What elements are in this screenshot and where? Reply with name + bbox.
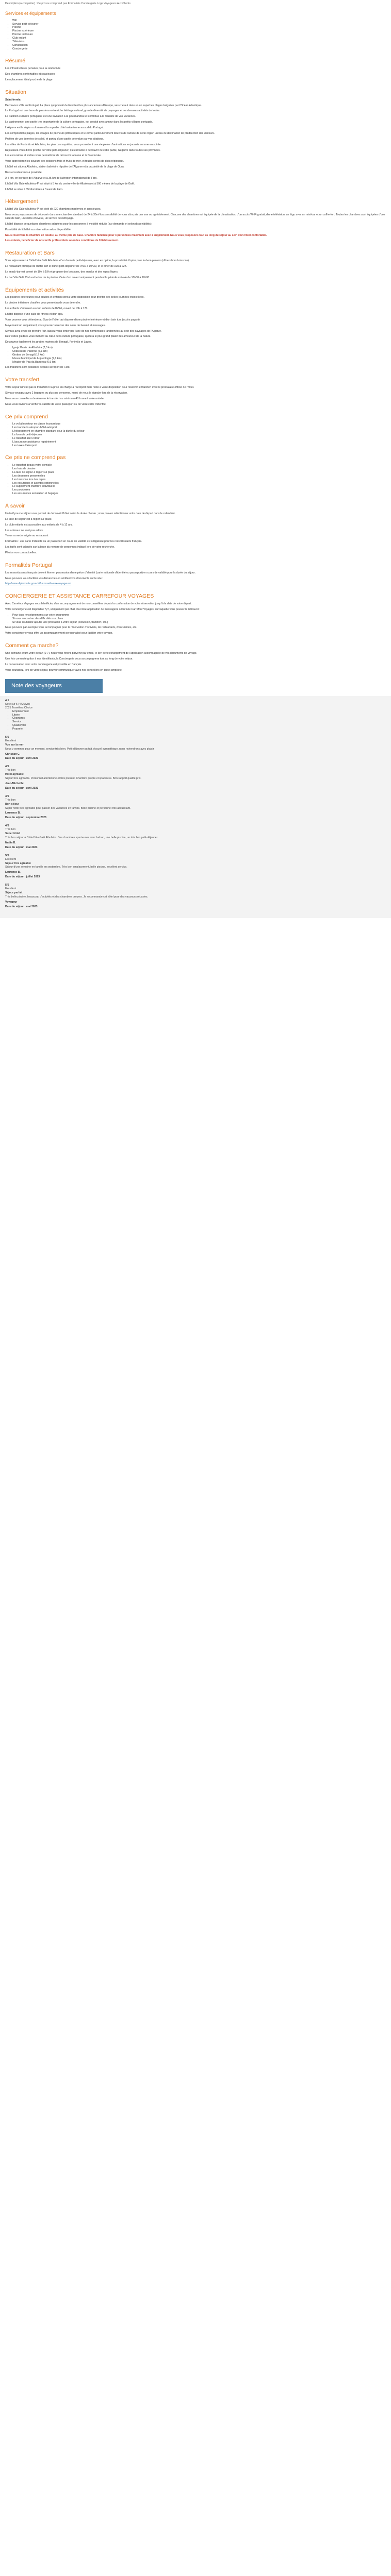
review-label: Excellent (5, 857, 17, 861)
paragraph: Nous vous conseillons de réserver le transfert au minimum 48 h avant votre arrivée. (5, 397, 105, 400)
list-item: • Les transferts aéroport-hôtel-aéroport (12, 426, 386, 430)
list-item: • Grottes de Benagil (12 km) (12, 353, 386, 357)
paragraph: Moyennant un supplément, vous pourrez réserver des soins de beauté et massages. (5, 324, 106, 327)
diplomatie-link[interactable]: http://www.diplomatie.gouv.fr/fr/conseils-aux-voyageurs/ (5, 582, 71, 586)
paragraph: Les excursions et sorties vous permettront de découvrir la faune et la flore locale. (5, 154, 102, 158)
equipements-title: Équipements et activités (5, 286, 64, 293)
review-author: Voyageur (5, 900, 18, 904)
review-body: Séjour d'une semaine en famille en septembre. Très bon emplacement, belle piscine, excellent service. (5, 866, 127, 869)
prix-comprend-list (5, 422, 386, 447)
services-title: Services et équipements (5, 10, 56, 16)
review-body: Super hôtel très agréable pour passer des vacances en famille. Belle piscine et personnel très accueillant. (5, 806, 131, 810)
list-item: • Les boissons lors des repas (12, 478, 386, 482)
list-item: • Piscine intérieure (12, 33, 386, 37)
paragraph: L'hôtel est situé à Albufeira, station balnéaire réputée de l'Algarve et à proximité de la plage de Oura. (5, 165, 125, 169)
review-label: Très bon (5, 769, 16, 772)
list-item: • Télévision (12, 40, 386, 44)
resume-line: Les infrastructures pensées pour la randonnée (5, 67, 61, 71)
paragraph: La piscine intérieure chauffée vous permettra de vous détendre. (5, 301, 81, 305)
list-item: • Les excursions et activités optionnelles (12, 482, 386, 485)
paragraph: Vous apprécierez les saveurs des poissons frais et fruits de mer, et toutes sortes de plats régionaux. (5, 160, 124, 163)
overall-label: Note sur 5 (442 Avis) (5, 703, 30, 706)
list-item: • Le transfert depuis votre domicile (12, 464, 386, 467)
paragraph: Vous pourrez vous détendre au Spa de l'hôtel qui dispose d'une piscine intérieure et d'un bain turc (accès payant). (5, 318, 141, 321)
paragraph: L'hôtel Vila Galé Albufeira 4* est situé à 5 km du centre-ville de Albufeira et à 500 mètres de la plage de Galé. (5, 182, 135, 185)
paragraph: Le restaurant principal de l'hôtel sert le buffet petit-déjeuner de 7h30 à 10h30, et le dîner de 19h à 22h. (5, 264, 127, 268)
review-item (5, 795, 386, 820)
prix-ne-comprend-list (5, 464, 386, 496)
paragraph: Des visites guidées vous mènent au cœur de la culture portugaise, qui fera le plus grand plaisir des amoureux de la nature. (5, 335, 151, 338)
a-savoir-title: À savoir (5, 503, 25, 510)
paragraph: Nous pouvons vous faciliter vos démarches en vérifiant vos documents sur le site : (5, 577, 103, 580)
list-item: • Piscine (12, 26, 386, 29)
paragraph: Le snack-bar est ouvert de 10h à 19h et propose des boissons, des snacks et des repas légers. (5, 270, 119, 274)
review-date: Date du séjour : avril 2023 (5, 786, 39, 790)
restauration-title: Restauration et Bars (5, 250, 55, 257)
review-date: Date du séjour : septembre 2023 (5, 816, 46, 820)
review-title: Bon séjour (5, 802, 20, 806)
overall-rating (5, 699, 386, 731)
conciergerie-title: CONCIERGERIE ET ASSISTANCE CARREFOUR VOYAGES (5, 593, 154, 600)
list-item: • Les assurances annulation et bagages (12, 492, 386, 496)
review-score: 4/5 (5, 765, 9, 769)
list-item: • Les pourboires (12, 488, 386, 492)
paragraph: Votre séjour n'inclut pas le transfert ni la prise en charge à l'aéroport mais reste à votre disposition pour réserver le transfert avec le prestataire officiel de l'hôtel. (5, 386, 194, 389)
paragraph: Réjouissez-vous d'être proche de votre petit-déjeuner, qui est facile à découvrir de cette partie, l'Algarve dans toutes ses provinces. (5, 148, 161, 152)
list-item: • Chambres (12, 717, 386, 720)
paragraph: Les enfants s'amusent au club enfants de l'hôtel, ouvert de 10h à 17h. (5, 307, 88, 311)
prix-comprend-title: Ce prix comprend (5, 413, 48, 420)
intro-text: Description (à compléter) : Ce prix ne comprend pas Formalités Conciergerie Loge Voyageurs Aux Clients (5, 2, 131, 5)
resume-title: Résumé (5, 58, 26, 64)
review-date: Date du séjour : mai 2023 (5, 905, 38, 908)
review-author: Laurence B. (5, 871, 21, 874)
paragraph: Les transferts sont possibles depuis l'aéroport de Faro. (5, 366, 71, 369)
paragraph: La conversation avec votre conciergerie est possible en français. (5, 663, 82, 666)
list-item: • Si vous souhaitez ajouter une prestation à votre séjour (excursion, transfert, etc.) (12, 621, 386, 624)
formalites-title: Formalités Portugal (5, 562, 53, 568)
hebergement-lead: L'hôtel Vila Galé Albufeira 4* est doté de 220 chambres modernes et spacieuses. (5, 208, 102, 211)
paragraph: Le bar Vila Galé Club est le bar de la piscine. Cela n'est ouvert uniquement pendant la période estivale de 10h30 à 18h00. (5, 276, 150, 279)
paragraph: Possibilité de lit bébé sur réservation selon disponibilité. (5, 228, 72, 231)
paragraph: Le Portugal est une terre de passions entre riche héritage culturel, grande diversité de paysages et nombreuses activités de loisirs. (5, 109, 160, 113)
prix-ne-comprend-title: Ce prix ne comprend pas (5, 454, 66, 461)
paragraph: Les compositions plages, les villages de pêcheurs pittoresques et le climat particulièrement doux toute l'année de cette région un lieu de destination de prédilection des visiteurs. (5, 131, 215, 135)
list-item: • La formule petit-déjeuner (12, 433, 386, 437)
review-date: Date du séjour : avril 2023 (5, 757, 39, 760)
list-item: • Igreja Matriz de Albufeira (2,3 km) (12, 346, 386, 350)
paragraph: Profitez de vos données de soleil, et partez d'une partie détendue par vos citations. (5, 137, 104, 141)
reviews-section (0, 696, 391, 919)
paragraph: L'hôtel se situe à 35 kilomètres à l'ouest de Faro. (5, 188, 63, 191)
paragraph: Nous pouvons par exemple vous accompagner pour la réservation d'activités, de restaurants, d'excursions, etc. (5, 626, 137, 630)
paragraph: Découvrez s'élir en Portugal, La place qui pouvait de Eventent les plus anciennes d'Europe, ses criétaut dans un un superbes plages baignées par l'Océan Atlantique. (5, 104, 202, 107)
paragraph: Nous vous proposerons de découvrir dans une chambre standard de 24 à 30m² lors sensibilité de vous sûrs pris une vue ou agréablement. Chacune des chambres est équipée de la climatisation, d'un accès Wi-Fi gratuit, d'une télévision, un frigo avec un mini-bar et un coffre-fort. Toutes les chambres sont équipées d'une salle de bain, un sèche-cheveux, un service de nettoyage. (5, 213, 385, 220)
conciergerie-list (5, 614, 386, 624)
review-author: Nadia B. (5, 841, 16, 844)
paragraph: L'hôtel dispose de quelques chambres adaptées pour les personnes à mobilité réduite (sur demande et selon disponibilités). (5, 222, 153, 226)
review-title: Séjour parfait (5, 891, 23, 895)
review-label: Très bon (5, 828, 16, 832)
overall-score: 4,1 (5, 699, 9, 702)
reservation-title: Comment ça marche? (5, 642, 59, 649)
resume-line: L'emplacement idéal proche de la plage (5, 78, 53, 82)
list-item: • Emplacement (12, 710, 386, 714)
list-item: • Piscine extérieure (12, 29, 386, 33)
review-author: Jean-Michel M. (5, 782, 24, 786)
review-label: Excellent (5, 887, 17, 891)
reviews-title: Note des voyageurs (5, 679, 103, 693)
paragraph: La gastronomie, une partie très importante de la culture portugaise, est produit avec amour dans les petits villages portugais. (5, 121, 153, 124)
list-item: • Qualité/prix (12, 724, 386, 727)
paragraph: Le club enfants est accessible aux enfants de 4 à 12 ans. (5, 523, 73, 527)
review-score: 4/5 (5, 794, 9, 798)
list-item: • Museu Municipal de Arqueologia (7,1 km) (12, 357, 386, 361)
review-score: 5/5 (5, 735, 9, 739)
review-score: 5/5 (5, 884, 9, 887)
transfert-title: Votre transfert (5, 377, 39, 383)
list-item: • Literie (12, 714, 386, 717)
paragraph: L'hôtel dispose d'une salle de fitness et d'un spa. (5, 312, 63, 316)
hebergement-title: Hébergement (5, 198, 38, 205)
review-item (5, 824, 386, 849)
list-item: • Château de Paderne (7,1 km) (12, 350, 386, 353)
paragraph: Les villes de Portimão et Albufeira, les plus cosmopolites, vous promettent une vie pleine d'animations en journée comme en soirée. (5, 143, 161, 146)
list-item: • Propreté (12, 727, 386, 731)
paragraph: Vous séjournerez à l'hôtel Vila Galé Albufeira 4* en formule petit-déjeuner, avec en option, la possibilité d'opter pour la demi-pension (dîners hors boissons). (5, 259, 190, 263)
review-item (5, 765, 386, 790)
review-title: Hôtel agréable (5, 773, 24, 776)
list-item: • Service (12, 720, 386, 724)
paragraph: Votre conciergerie est disponible 7j/7, uniquement par chat, via notre application de messagerie sécurisée Carrefour Voyages, sur laquelle vous pouvez le retrouver : (5, 607, 201, 611)
review-date: Date du séjour : mai 2023 (5, 845, 38, 849)
paragraph: La taxe de séjour est à régler sur place. (5, 517, 53, 521)
paragraph: Les animaux ne sont pas admis. (5, 529, 44, 532)
paragraph: Bars et restaurants à proximité. (5, 171, 43, 174)
list-item: • Le supplément chambre individuelle (12, 485, 386, 488)
review-date: Date du séjour : juillet 2023 (5, 875, 40, 879)
list-item: • La taxe de séjour à régler sur place (12, 471, 386, 474)
criteria-list (5, 710, 386, 731)
list-item: • L'assurance assistance rapatriement (12, 440, 386, 444)
list-item: • Les frais de dossier (12, 467, 386, 471)
places-list (5, 346, 386, 364)
hebergement-highlight: Nous réservons la chambre en double, au même prix de base. Chambre familiale pour 4 personnes maximum avec 1 supplément. Nous vous proposons tout au long du séjour au sein d'un hôtel confortable. (5, 233, 267, 237)
review-title: Séjour très agréable (5, 861, 31, 865)
list-item: • Wifi (12, 19, 386, 23)
paragraph: Si vous avez envie de prendre l'air, laissez-vous tenter par l'une de nos nombreuses randonnées au sein des paysages de l'Algarve. (5, 329, 162, 333)
paragraph: Avec Carrefour Voyages vous bénéficiez d'un accompagnement de nos conseillers depuis la confirmation de votre réservation jusqu'à la date de votre départ. (5, 602, 192, 606)
situation-title: Situation (5, 89, 26, 95)
paragraph: Les piscines extérieures pour adultes et enfants sont à votre disposition pour profiter des belles journées ensoleillées. (5, 296, 144, 299)
situation-lead: Saint-Irenéa (5, 98, 21, 101)
list-item: • Le vol aller/retour en classe économique (12, 422, 386, 426)
review-score: 4/5 (5, 824, 9, 828)
paragraph: Les tarifs sont calculés sur la base du nombre de personnes indiqué lors de votre recherche. (5, 546, 115, 549)
paragraph: Nous vous invitons à vérifier la validité de votre passeport ou de votre carte d'identité. (5, 402, 107, 406)
review-author: Christian C. (5, 752, 21, 756)
paragraph: Une semaine avant votre départ (J-7), nous vous ferons parvenir par email, le lien de téléchargement de l'application accompagnée de vos documents de voyage. (5, 651, 198, 655)
paragraph: Votre conciergerie vous offre un accompagnement personnalisé pour faciliter votre voyage. (5, 632, 113, 635)
review-title: Super hôtel (5, 832, 20, 836)
review-author: Laurence B. (5, 811, 21, 815)
review-body: Séjour très agréable. Personnel attentionné et très présent. Chambre propre et spacieuse. Bon rapport qualité prix. (5, 777, 141, 781)
list-item: • Conciergerie (12, 47, 386, 51)
content (0, 0, 391, 918)
review-body: Très belle piscine, beaucoup d'activités et des chambres propres. Je recommande cet hôtel pour des vacances réussies. (5, 895, 149, 899)
paragraph: Si vous voyagez avec 2 bagages ou plus par personne, merci de nous le signaler lors de la réservation. (5, 392, 128, 395)
paragraph: Photos non contractuelles. (5, 551, 37, 554)
list-item: • Service petit-déjeuner (12, 23, 386, 26)
review-item (5, 736, 386, 760)
list-item: • Si vous rencontrez des difficultés sur place (12, 617, 386, 621)
list-item: • Mirador de Pau da Bandeira (6,9 km) (12, 361, 386, 364)
paragraph: Découvrez également les grottes marines de Benagil, Portimão et Lagos. (5, 341, 92, 344)
services-list (5, 19, 386, 51)
hebergement-highlight-b: Les enfants, bénéficiez de nos tarifs préférentiels selon les conditions de l'établissement. (5, 239, 119, 243)
paragraph: Tenue correcte exigée au restaurant. (5, 534, 49, 538)
review-label: Très bon (5, 798, 16, 802)
review-title: Vue sur la mer (5, 743, 24, 747)
overall-source: 2021 Travellers Choice (5, 706, 33, 709)
resume-line: Des chambres confortables et spacieuses (5, 73, 55, 76)
review-item (5, 884, 386, 908)
paragraph: Vous souhaitez, lors de votre séjour, pouvoir communiquer avec nos conseillers en toute simplicité. (5, 668, 123, 672)
review-body: Nous y sommes pour un moment, service très bien. Petit-déjeuner parfait. Accueil sympathique, nous reviendrons avec plaisir. (5, 747, 155, 751)
review-item (5, 854, 386, 879)
list-item: • Club enfant (12, 37, 386, 40)
paragraph: Formalités : une carte d'identité ou un passeport en cours de validité est obligatoire pour les ressortissants français. (5, 540, 142, 544)
review-body: Très bon séjour à l'hôtel Vila Galé Albufeira. Des chambres spacieuses avec balcon, une belle piscine, un très bon petit-déjeuner. (5, 836, 158, 840)
paragraph: Une fois connecté grâce à nos identifiants, la Conciergerie vous accompagnera tout au long de votre séjour. (5, 657, 133, 660)
paragraph: Les ressortissants français doivent être en possession d'une pièce d'identité (carte nationale d'identité ou passeport) en cours de validité pour la durée du séjour. (5, 571, 196, 574)
paragraph: Un tarif pour le séjour vous permet de découvrir l'hôtel selon la durée choisie ; vous pouvez sélectionner votre date de départ dans le calendrier. (5, 512, 176, 515)
review-score: 5/5 (5, 854, 9, 857)
review-label: Excellent (5, 739, 17, 743)
list-item: • L'hébergement en chambre standard pour la durée du séjour (12, 430, 386, 433)
list-item: • Le transfert aller-retour (12, 437, 386, 440)
paragraph: L'Algarve est la région coloniale et la superbe côte lusitanienne au sud du Portugal. (5, 126, 104, 130)
list-item: • Les taxes d'aéroport (12, 444, 386, 448)
paragraph: À 5 km, en bordure de l'Algarve et à 35 km de l'aéroport international de Faro. (5, 176, 97, 180)
list-item: • Pour tous renseignements sur votre programme (12, 614, 386, 617)
paragraph: La tradition culinaire portugaise est une invitation à la gourmandise et contribue à la réussite de vos vacances. (5, 115, 136, 118)
list-item: • Les dépenses personnelles (12, 474, 386, 478)
list-item: • Climatisation (12, 44, 386, 47)
